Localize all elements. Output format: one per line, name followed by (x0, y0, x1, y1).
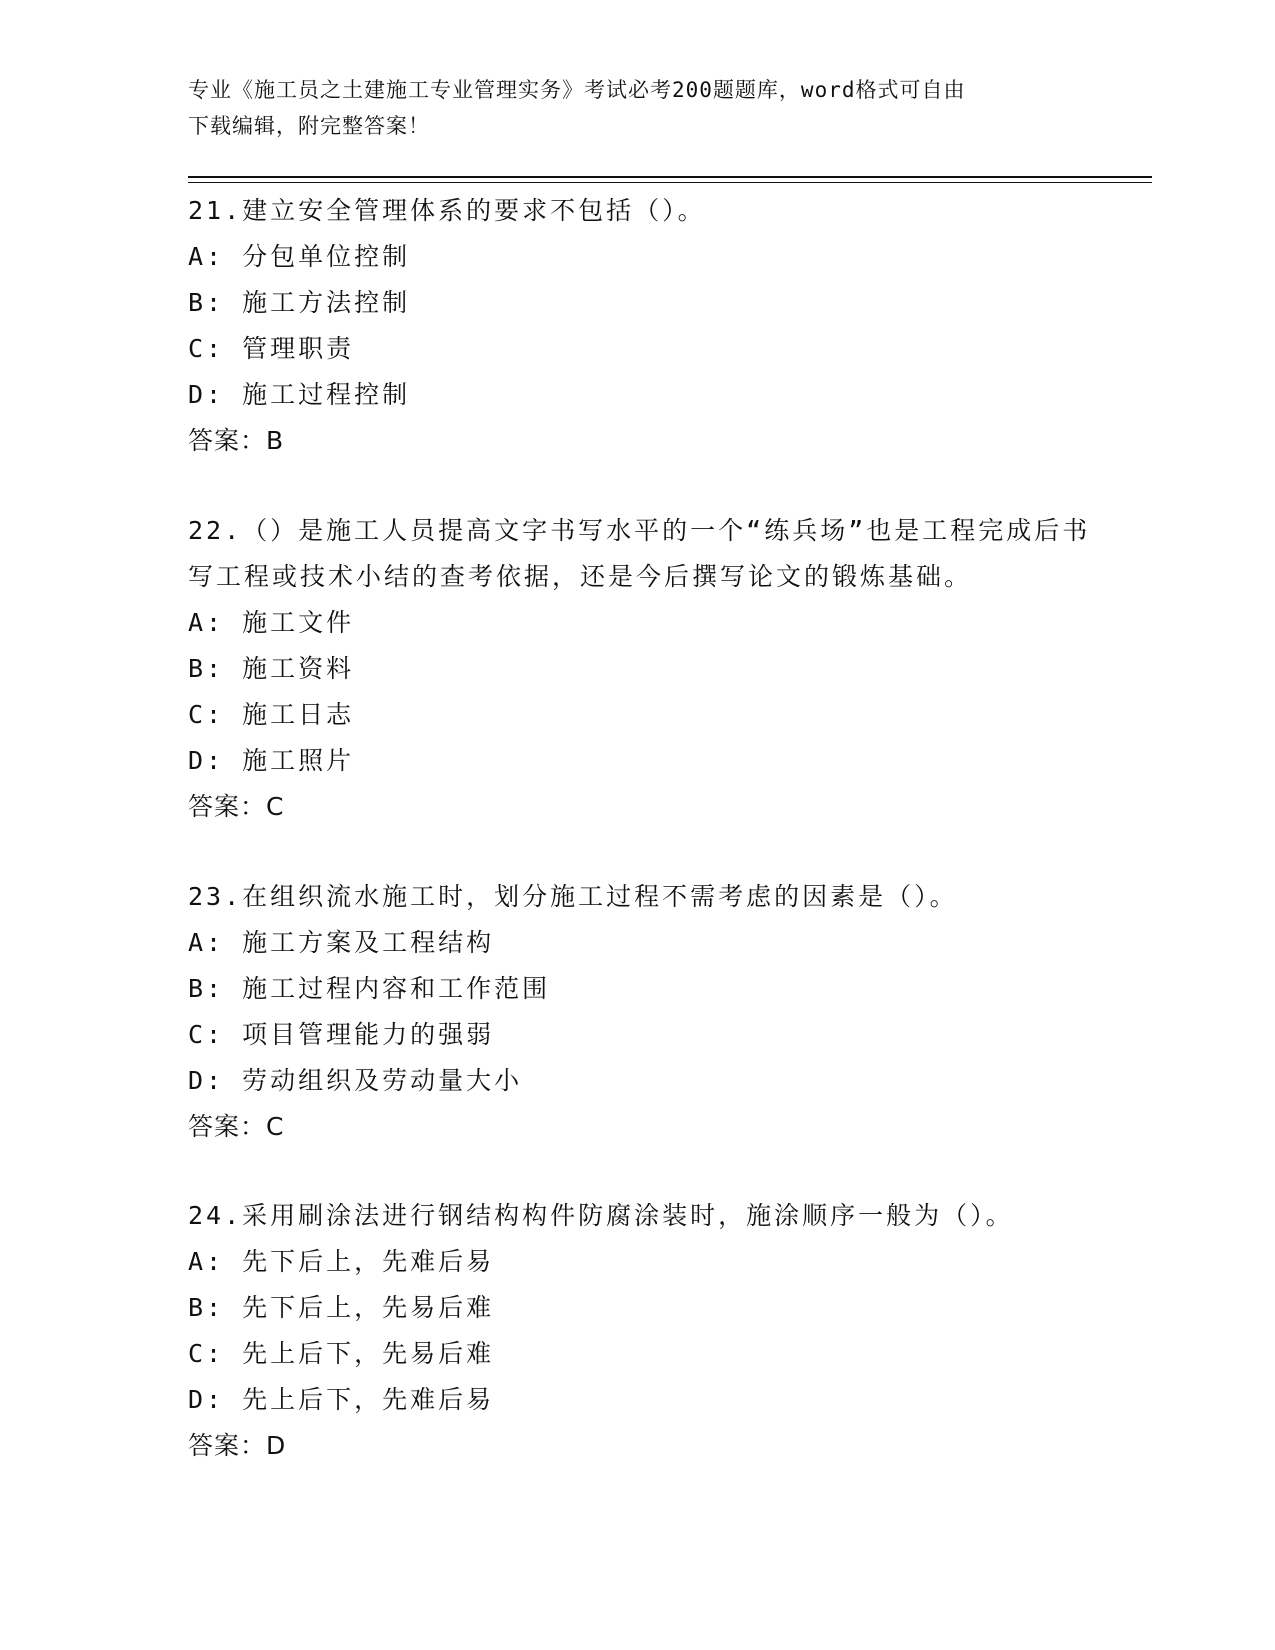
answer: 答案：C (188, 792, 285, 821)
question-23 (188, 874, 1118, 1150)
question-21 (188, 188, 1118, 464)
question-stem: 22.（）是施工人员提高文字书写水平的一个“练兵场”也是工程完成后书写工程或技术小结的查考依据，还是今后撰写论文的锻炼基础。 (188, 516, 1091, 591)
option-b: B: 施工过程内容和工作范围 (188, 974, 551, 1003)
question-22 (188, 508, 1118, 830)
question-stem: 24.采用刷涂法进行钢结构构件防腐涂装时，施涂顺序一般为（）。 (188, 1201, 1014, 1230)
option-b: B: 先下后上，先易后难 (188, 1293, 495, 1322)
answer: 答案：D (188, 1431, 287, 1460)
option-b: B: 施工方法控制 (188, 288, 411, 317)
option-c: C: 项目管理能力的强弱 (188, 1020, 495, 1049)
answer: 答案：B (188, 426, 285, 455)
option-d: D: 施工照片 (188, 746, 355, 775)
option-a: A: 先下后上，先难后易 (188, 1247, 495, 1276)
answer: 答案：C (188, 1112, 285, 1141)
header-line-1: 专业《施工员之土建施工专业管理实务》考试必考200题题库，word格式可自由 (188, 78, 966, 102)
header-line-2: 下载编辑，附完整答案！ (188, 114, 430, 138)
document-header (188, 72, 1068, 144)
option-c: C: 先上后下，先易后难 (188, 1339, 495, 1368)
option-a: A: 施工文件 (188, 608, 355, 637)
question-stem: 23.在组织流水施工时，划分施工过程不需考虑的因素是（）。 (188, 882, 958, 911)
header-divider-thin (188, 182, 1152, 183)
option-b: B: 施工资料 (188, 654, 355, 683)
option-d: D: 施工过程控制 (188, 380, 411, 409)
question-stem: 21.建立安全管理体系的要求不包括（）。 (188, 196, 706, 225)
option-c: C: 施工日志 (188, 700, 355, 729)
option-a: A: 分包单位控制 (188, 242, 411, 271)
option-d: D: 劳动组织及劳动量大小 (188, 1066, 523, 1095)
option-d: D: 先上后下，先难后易 (188, 1385, 495, 1414)
question-24 (188, 1193, 1118, 1469)
header-divider-thick (188, 176, 1152, 178)
option-a: A: 施工方案及工程结构 (188, 928, 495, 957)
option-c: C: 管理职责 (188, 334, 355, 363)
